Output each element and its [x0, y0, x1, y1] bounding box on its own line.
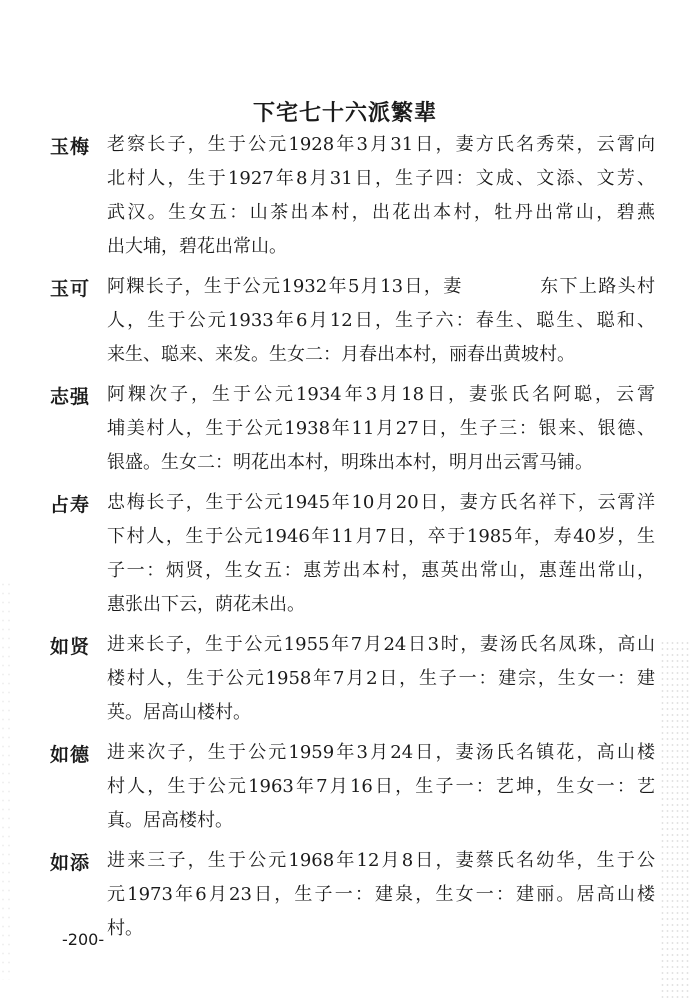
entry-text — [107, 736, 655, 838]
entry-name: 如德 — [50, 744, 91, 766]
entry-line: 进来长子，生于公元1955年7月24日3时，妻汤氏名凤珠，高山 — [107, 634, 655, 655]
entry-line: 村人，生于公元1963年7月16日，生子一：艺坤，生女一：艺 — [107, 776, 655, 797]
entry-line: 忠梅长子，生于公元1945年10月20日，妻方氏名祥下，云霄洋 — [107, 492, 655, 513]
entry-line: 真。居高楼村。 — [107, 810, 233, 831]
entry-line: 阿粿次子，生于公元1934年3月18日，妻张氏名阿聪，云霄 — [107, 384, 655, 405]
entry-line: 村。 — [107, 918, 143, 939]
entry-name: 玉梅 — [50, 136, 91, 158]
entry-line: 阿粿长子，生于公元1932年5月13日，妻 东下上路头村 — [107, 276, 655, 297]
entry-line: 进来三子，生于公元1968年12月8日，妻蔡氏名幼华，生于公 — [107, 850, 655, 871]
entry-line: 元1973年6月23日，生子一：建泉，生女一：建丽。居高山楼 — [107, 884, 655, 905]
entry-line: 下村人，生于公元1946年11月7日，卒于1985年，寿40岁，生 — [107, 526, 655, 547]
entry-line: 来生、聪来、来发。生女二：月春出本村，丽春出黄坡村。 — [107, 344, 575, 365]
entry-line: 出大埔，碧花出常山。 — [107, 236, 287, 257]
entry-line: 武汉。生女五：山茶出本村，出花出本村，牡丹出常山，碧燕 — [107, 202, 655, 223]
entry-line: 银盛。生女二：明花出本村，明珠出本村，明月出云霄马铺。 — [107, 452, 593, 473]
entry-line: 楼村人，生于公元1958年7月2日，生子一：建宗，生女一：建 — [107, 668, 655, 689]
entry-text — [107, 628, 655, 730]
genealogy-entries — [0, 128, 690, 952]
entry-line: 北村人，生于1927年8月31日，生子四：文成、文添、文芳、 — [107, 168, 655, 189]
page-title: 下宅七十六派繁辈 — [252, 101, 437, 126]
entry-yuke — [0, 270, 690, 372]
entry-yumei — [0, 128, 690, 264]
entry-name: 玉可 — [50, 278, 91, 300]
entry-line: 进来次子，生于公元1959年3月24日，妻汤氏名镇花，高山楼 — [107, 742, 655, 763]
entry-line: 英。居高山楼村。 — [107, 702, 251, 723]
entry-text — [107, 270, 655, 372]
entry-text — [107, 128, 655, 264]
entry-line: 人，生于公元1933年6月12日，生子六：春生、聪生、聪和、 — [107, 310, 655, 331]
entry-line: 老察长子，生于公元1928年3月31日，妻方氏名秀荣，云霄向 — [107, 134, 655, 155]
entry-zhanshou — [0, 486, 690, 622]
entry-zhiqiang — [0, 378, 690, 480]
entry-text — [107, 378, 655, 480]
entry-name: 如添 — [50, 852, 91, 874]
entry-name: 志强 — [50, 386, 91, 408]
entry-line: 埔美村人，生于公元1938年11月27日，生子三：银来、银德、 — [107, 418, 655, 439]
entry-line: 子一：炳贤，生女五：惠芳出本村，惠英出常山，惠莲出常山， — [107, 560, 655, 581]
entry-text — [107, 844, 655, 946]
entry-text — [107, 486, 655, 622]
entry-ruxian — [0, 628, 690, 730]
entry-name: 如贤 — [50, 636, 91, 658]
entry-name: 占寿 — [50, 494, 91, 516]
entry-line: 惠张出下云，荫花未出。 — [107, 594, 305, 615]
page-number: -200- — [62, 930, 105, 949]
entry-rude — [0, 736, 690, 838]
